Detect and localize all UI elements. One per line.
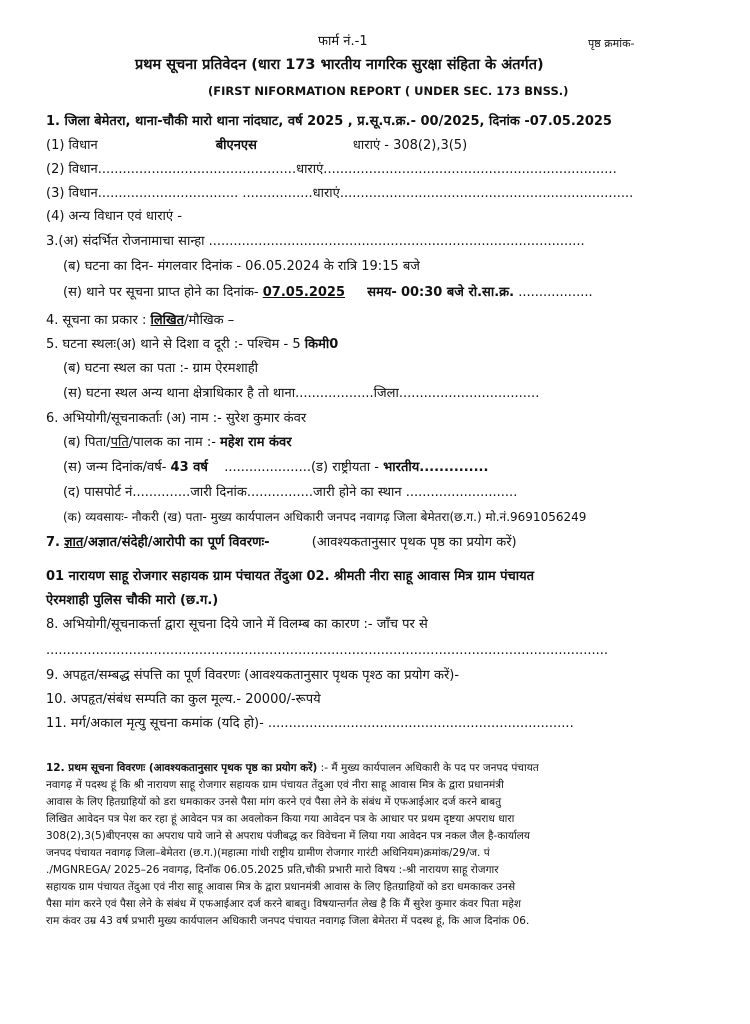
nationality-value: भारतीय.............. [383, 460, 489, 475]
info-type-label: 4. सूचना का प्रकार : [46, 313, 147, 328]
accused-details-line-2: ऐरमशाही पुलिस चौकी मारो (छ.ग.) [46, 593, 219, 608]
info-type-row [46, 313, 234, 329]
law-row-1-value: बीएनएस [215, 138, 257, 153]
narrative-line: नवागढ़ में पदस्थ हूं कि श्री नारायण साहू रोजगार सहायक ग्राम पंचायत तेंदुआ एवं नीरा साहू आवास मित्र के द्वारा प्रधानमंत्री [46, 779, 504, 791]
law-row-3: (3) विधान.................................. .................धाराएं....................................................................... [46, 186, 634, 201]
father-label-prefix: (ब) पिता/ [63, 435, 111, 450]
accused-header-rest: /अज्ञात/संदेही/आरोपी का पूर्ण विवरणः- [83, 535, 270, 550]
narrative-heading: 12. प्रथम सूचना विवरणः (आवश्यकतानुसार पृथक पृष्ठ का प्रयोग करें) [46, 762, 318, 774]
occupation-address-row: (क) व्यवसायः- नौकरी (ख) पता- मुख्य कार्यपालन अधिकारी जनपद नवागढ़ जिला बेमेतरा(छ.ग.) मो.नं.9691056249 [63, 510, 587, 524]
place-direction: 5. घटना स्थलः(अ) थाने से दिशा व दूरी :- पश्चिम - 5 [46, 337, 301, 352]
passport-row: (द) पासपोर्ट नं..............जारी दिनांक................जारी होने का स्थान ........................... [63, 485, 518, 500]
narrative-line: पैसा मांग करने एवं पैसा लेने के संबंध में एफआईआर दर्ज करने बाबतु। विषयान्तर्गत लेख है कि मैं सुरेश कुमार कंवर पिता महेश [46, 898, 521, 910]
property-details: 9. अपहृत/सम्बद्ध संपत्ति का पूर्ण विवरणः (आवश्यकतानुसार पृथक पृश्ठ का प्रयोग करें)- [46, 668, 460, 683]
info-type-written: लिखित [150, 313, 185, 328]
info-received-row [63, 285, 593, 301]
info-received-date: 07.05.2025 [262, 285, 346, 300]
info-received-label: (स) थाने पर सूचना प्राप्त होने का दिनांक- [63, 285, 259, 300]
place-direction-row [46, 337, 338, 353]
narrative-line: राम कंवर उम्र 43 वर्ष प्रभारी मुख्य कार्यपालन अधिकारी जनपद पंचायत नवागढ़ जिला बेमेतरा में पदस्थ हूं, कि आज दिनांक 06. [46, 915, 530, 927]
info-received-time-label: समय- [367, 285, 397, 300]
delay-reason: 8. अभियोगी/सूचनाकर्त्ता द्वारा सूचना दिये जाने में विलम्ब का कारण :- जाँच पर से [46, 617, 428, 632]
info-received-dots: .................. [518, 285, 593, 300]
narrative-text-1: :- मैं मुख्य कार्यपालन अधिकारी के पद पर जनपद पंचायत [320, 762, 539, 774]
narrative-line: ./MGNREGA/ 2025–26 नवागढ़, दिनाँक 06.05.2025 प्रति,चौकी प्रभारी मारो विषय :-श्री नारायण साहू रोजगार [46, 864, 499, 876]
accused-header-row [46, 535, 517, 551]
property-value: 10. अपहृत/संबंध सम्पति का कुल मूल्य.- 20000/-रूपये [46, 692, 321, 707]
age-value: 43 वर्ष [170, 460, 208, 475]
narrative-line: जनपद पंचायत नवागढ़ जिला–बेमेतरा (छ.ग.)(महात्मा गांधी राष्ट्रीय ग्रामीण रोजगार गारंटी अधिनियम)क्रमांक/29/ज. पं [46, 847, 490, 859]
merg-number: 11. मर्ग/अकाल मृत्यु सूचना कमांक (यदि हो)- .......................................................................... [46, 716, 574, 731]
info-type-rest: /मौखिक – [184, 313, 235, 328]
other-law-row: (4) अन्य विधान एवं धाराएं - [46, 209, 182, 224]
father-label-rest: /पालक का नाम :- [128, 435, 216, 450]
roznamcha-reference: 3.(अ) संदर्भित रोजनामाचा सान्हा ........................................................................................... [46, 234, 585, 249]
law-row-1 [46, 138, 467, 154]
law-row-1-label: (1) विधान [46, 138, 98, 153]
law-row-2: (2) विधान................................................धाराएं....................................................................... [46, 162, 617, 177]
place-distance-unit: किमी0 [304, 337, 339, 352]
district-station-line: 1. जिला बेमेतरा, थाना-चौकी मारो थाना नांदघाट, वर्ष 2025 , प्र.सू.प.क्र.- 00/2025, दिनांक -07.05.2025 [46, 114, 612, 129]
place-other-jurisdiction: (स) घटना स्थल अन्य थाना क्षेत्राधिकार है तो थाना...................जिला.................................. [63, 386, 540, 401]
accused-header-no: 7. [46, 535, 60, 550]
accused-header-note: (आवश्यकतानुसार पृथक पृष्ठ का प्रयोग करें) [311, 535, 517, 550]
info-received-time: 00:30 बजे रो.सा.क्र. [400, 285, 515, 300]
place-address: (ब) घटना स्थल का पता :- ग्राम ऐरमशाही [63, 361, 259, 376]
narrative-line: लिखित आवेदन पत्र पेश कर रहा हूं आवेदन पत्र का अवलोकन किया गया आवेदन पत्र के आधार पर प्रथम दृष्टया अपराध धारा [46, 813, 515, 825]
fir-narrative [46, 760, 706, 930]
complainant-age-row [63, 460, 488, 476]
accused-details-line-1: 01 नारायण साहू रोजगार सहायक ग्राम पंचायत तेंदुआ 02. श्रीमती नीरा साहू आवास मित्र ग्राम पंचायत [46, 569, 535, 584]
law-row-1-sections: धाराएं - 308(2),3(5) [352, 138, 468, 153]
title-hindi: प्रथम सूचना प्रतिवेदन (धारा 173 भारतीय नागरिक सुरक्षा संहिता के अंतर्गत) [135, 57, 544, 73]
page-number-label: पृष्ठ क्रमांक- [588, 37, 635, 50]
delay-reason-dots: ........................................................................................................................................ [46, 643, 608, 658]
age-label: (स) जन्म दिनांक/वर्ष- [63, 460, 167, 475]
father-label-pati: पति [110, 435, 129, 450]
accused-header-known: ज्ञात [64, 535, 84, 550]
narrative-line: 308(2),3(5)बीएनएस का अपराध पाये जाने से अपराध पंजीबद्ध कर विवेचना में लिया गया आवेदन पत्र नकल जैल है-कार्यालय [46, 830, 531, 842]
narrative-line: सहायक ग्राम पंचायत तेंदुआ एवं नीरा साहू आवास मित्र के द्वारा प्रधानमंत्री आवास के लिए हितग्राहियों को डरा धमकाकर उनसे [46, 881, 516, 893]
narrative-line-1 [46, 760, 706, 777]
complainant-father-row [63, 435, 292, 451]
nationality-label: .....................(ड) राष्ट्रीयता - [224, 460, 379, 475]
complainant-name: 6. अभियोगी/सूचनाकर्ताः (अ) नाम :- सुरेश कुमार कंवर [46, 411, 307, 426]
father-name: महेश राम कंवर [220, 435, 292, 450]
narrative-line: आवास के लिए हितग्राहियों को डरा धमकाकर उनसे पैसा मांग करने एवं पैसा लेने के संबंध में एफआईआर दर्ज करने बाबतु [46, 796, 502, 808]
form-number: फार्म नं.-1 [318, 34, 368, 49]
incident-day: (ब) घटना का दिन- मंगलवार दिनांक - 06.05.2024 के रात्रि 19:15 बजे [63, 259, 420, 274]
title-english: (FIRST NIFORMATION REPORT ( UNDER SEC. 173 BNSS.) [208, 84, 569, 98]
